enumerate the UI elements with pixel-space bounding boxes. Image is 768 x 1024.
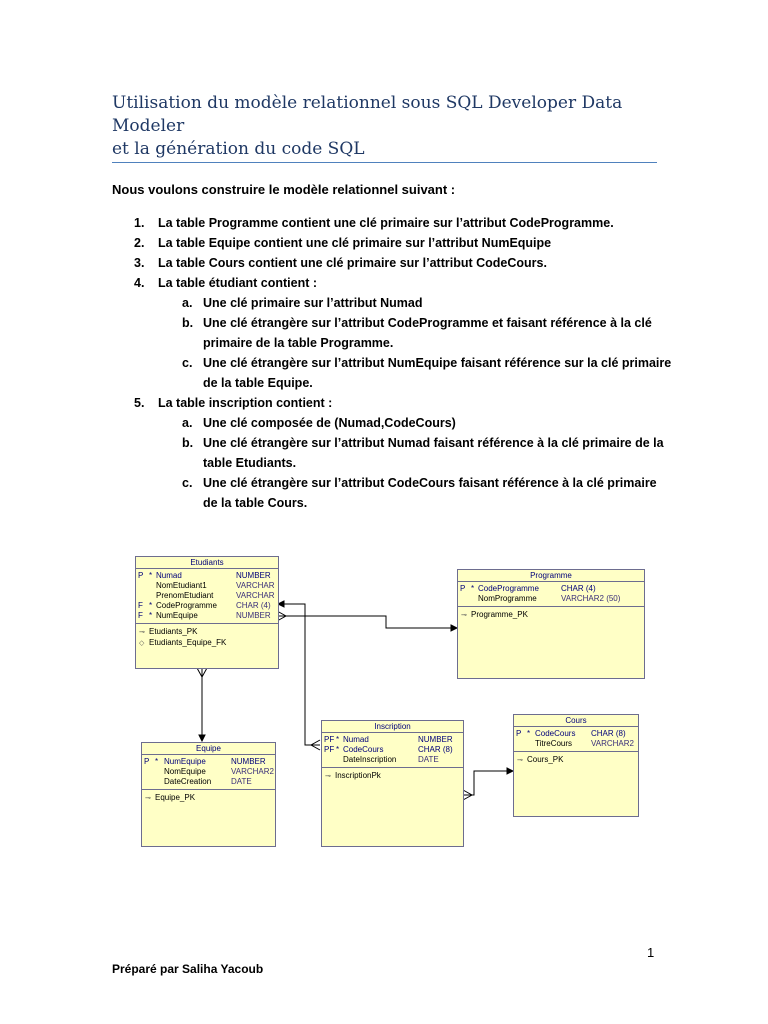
crowfoot-icon	[197, 668, 207, 677]
list-item-text: Une clé étrangère sur l’attribut NumEquipe faisant référence sur la clé primaire de la table Equipe.	[203, 356, 672, 390]
list-item-text: La table Cours contient une clé primaire sur l’attribut CodeCours.	[158, 256, 547, 270]
list-marker: b.	[182, 436, 194, 450]
list-item-text: La table Equipe contient une clé primaire sur l’attribut NumEquipe	[158, 236, 552, 250]
column-name: CodeCours	[343, 745, 384, 754]
crowfoot-icon	[463, 790, 472, 800]
column-type: NUMBER	[236, 571, 271, 580]
column-type: CHAR (4)	[561, 584, 596, 593]
column-name: NomProgramme	[478, 594, 537, 603]
column-row	[458, 594, 644, 604]
column-row	[136, 591, 278, 601]
sub-list-item	[112, 293, 672, 313]
key-row	[142, 792, 275, 803]
column-row	[322, 755, 463, 765]
page-number: 1	[647, 945, 655, 960]
mandatory-indicator: *	[336, 745, 340, 754]
key-icon: ⊸	[139, 629, 145, 636]
list-marker: 5.	[134, 396, 145, 410]
column-list	[136, 569, 278, 624]
column-type: NUMBER	[418, 735, 453, 744]
column-type: DATE	[231, 777, 252, 786]
list-marker: 2.	[134, 236, 145, 250]
key-list	[514, 752, 638, 767]
arrow-icon	[199, 735, 205, 741]
mandatory-indicator: *	[149, 601, 153, 610]
key-indicator: P	[460, 584, 466, 593]
key-icon: ⊸	[145, 795, 151, 802]
column-name: PrenomEtudiant	[156, 591, 214, 600]
column-row	[322, 745, 463, 755]
list-marker: b.	[182, 316, 194, 330]
key-list	[136, 624, 278, 650]
list-marker: 4.	[134, 276, 145, 290]
column-type: VARCHAR2	[591, 739, 634, 748]
column-row	[322, 735, 463, 745]
sub-list-item	[112, 353, 672, 393]
etudiants-table[interactable]	[135, 556, 279, 669]
mandatory-indicator: *	[149, 611, 153, 620]
key-name: Etudiants_Equipe_FK	[149, 638, 227, 647]
list-item-text: Une clé primaire sur l’attribut Numad	[203, 296, 423, 310]
column-row	[142, 757, 275, 767]
etudiants-programme-connector	[277, 616, 456, 628]
title-divider	[112, 162, 657, 163]
inscription-cours-connector	[463, 771, 512, 795]
key-name: Cours_PK	[527, 755, 564, 764]
list-item	[112, 213, 672, 233]
column-name: DateCreation	[164, 777, 212, 786]
column-type: CHAR (4)	[236, 601, 271, 610]
column-type: CHAR (8)	[418, 745, 453, 754]
column-list	[142, 755, 275, 790]
table-name: Programme	[458, 570, 644, 582]
requirements-list	[112, 213, 672, 513]
column-name: TitreCours	[535, 739, 573, 748]
list-marker: 3.	[134, 256, 145, 270]
key-name: Programme_PK	[471, 610, 528, 619]
list-item	[112, 233, 672, 253]
list-marker: c.	[182, 476, 193, 490]
column-type: VARCHAR2 (50)	[561, 594, 621, 603]
column-row	[458, 584, 644, 594]
column-name: CodeProgramme	[156, 601, 217, 610]
column-type: VARCHAR	[236, 581, 275, 590]
key-name: Etudiants_PK	[149, 627, 198, 636]
key-indicator: F	[138, 611, 143, 620]
list-item	[112, 273, 672, 293]
inscription-table[interactable]	[321, 720, 464, 847]
table-name: Cours	[514, 715, 638, 727]
sub-list-item	[112, 413, 672, 433]
index-diamond-icon: ◇	[139, 640, 145, 647]
column-row	[136, 601, 278, 611]
programme-table[interactable]	[457, 569, 645, 679]
title-line-2: et la génération du code SQL	[112, 139, 365, 159]
column-row	[514, 739, 638, 749]
column-row	[514, 729, 638, 739]
key-indicator: P	[516, 729, 522, 738]
key-indicator: P	[144, 757, 150, 766]
column-list	[514, 727, 638, 752]
sub-list-item	[112, 433, 672, 473]
list-item-text: Une clé composée de (Numad,CodeCours)	[203, 416, 456, 430]
column-type: VARCHAR	[236, 591, 275, 600]
list-item-text: La table Programme contient une clé primaire sur l’attribut CodeProgramme.	[158, 216, 614, 230]
key-row	[458, 609, 644, 620]
crowfoot-icon	[311, 740, 320, 750]
column-name: CodeProgramme	[478, 584, 539, 593]
column-name: Numad	[156, 571, 182, 580]
mandatory-indicator: *	[336, 735, 340, 744]
column-row	[142, 777, 275, 787]
intro-text: Nous voulons construire le modèle relationnel suivant :	[112, 182, 456, 197]
list-item-text: Une clé étrangère sur l’attribut CodeProgramme et faisant référence à la clé primaire de la table Programme.	[203, 316, 652, 350]
list-item-text: La table inscription contient :	[158, 396, 333, 410]
key-list	[322, 768, 463, 783]
equipe-table[interactable]	[141, 742, 276, 847]
list-item-text: Une clé étrangère sur l’attribut Numad faisant référence à la clé primaire de la table Etudiants.	[203, 436, 664, 470]
footer-author: Préparé par Saliha Yacoub	[112, 962, 264, 976]
column-type: NUMBER	[236, 611, 271, 620]
column-name: NomEquipe	[164, 767, 206, 776]
key-name: InscriptionPk	[335, 771, 381, 780]
column-type: DATE	[418, 755, 439, 764]
list-item	[112, 393, 672, 413]
table-name: Etudiants	[136, 557, 278, 569]
inscription-etudiants-connector	[278, 604, 320, 745]
list-item	[112, 253, 672, 273]
sub-list-item	[112, 473, 672, 513]
column-row	[136, 611, 278, 621]
key-list	[142, 790, 275, 805]
key-name: Equipe_PK	[155, 793, 196, 802]
column-row	[136, 571, 278, 581]
column-type: NUMBER	[231, 757, 266, 766]
column-list	[458, 582, 644, 607]
column-row	[142, 767, 275, 777]
key-list	[458, 607, 644, 622]
key-row	[136, 626, 278, 637]
column-name: NumEquipe	[164, 757, 206, 766]
key-row	[136, 637, 278, 648]
column-name: NomEtudiant1	[156, 581, 207, 590]
column-name: NumEquipe	[156, 611, 198, 620]
key-icon: ⊸	[461, 612, 467, 619]
mandatory-indicator: *	[149, 571, 153, 580]
key-row	[514, 754, 638, 765]
list-item-text: Une clé étrangère sur l’attribut CodeCours faisant référence à la clé primaire de la table Cours.	[203, 476, 657, 510]
mandatory-indicator: *	[527, 729, 531, 738]
mandatory-indicator: *	[155, 757, 159, 766]
sub-list-item	[112, 313, 672, 353]
column-name: CodeCours	[535, 729, 576, 738]
list-marker: 1.	[134, 216, 145, 230]
key-icon: ⊸	[517, 757, 523, 764]
column-type: VARCHAR2	[231, 767, 274, 776]
column-list	[322, 733, 463, 768]
table-name: Inscription	[322, 721, 463, 733]
key-indicator: F	[138, 601, 143, 610]
list-marker: c.	[182, 356, 193, 370]
key-icon: ⊸	[325, 773, 331, 780]
list-item-text: La table étudiant contient :	[158, 276, 318, 290]
column-name: DateInscription	[343, 755, 397, 764]
mandatory-indicator: *	[471, 584, 475, 593]
list-marker: a.	[182, 296, 193, 310]
title-line-1: Utilisation du modèle relationnel sous SQL Developer Data Modeler	[112, 93, 623, 136]
column-name: Numad	[343, 735, 369, 744]
list-marker: a.	[182, 416, 193, 430]
column-row	[136, 581, 278, 591]
column-type: CHAR (8)	[591, 729, 626, 738]
key-indicator: PF	[324, 735, 335, 744]
cours-table[interactable]	[513, 714, 639, 817]
page-title	[112, 92, 672, 161]
key-indicator: PF	[324, 745, 335, 754]
key-indicator: P	[138, 571, 144, 580]
table-name: Equipe	[142, 743, 275, 755]
key-row	[322, 770, 463, 781]
